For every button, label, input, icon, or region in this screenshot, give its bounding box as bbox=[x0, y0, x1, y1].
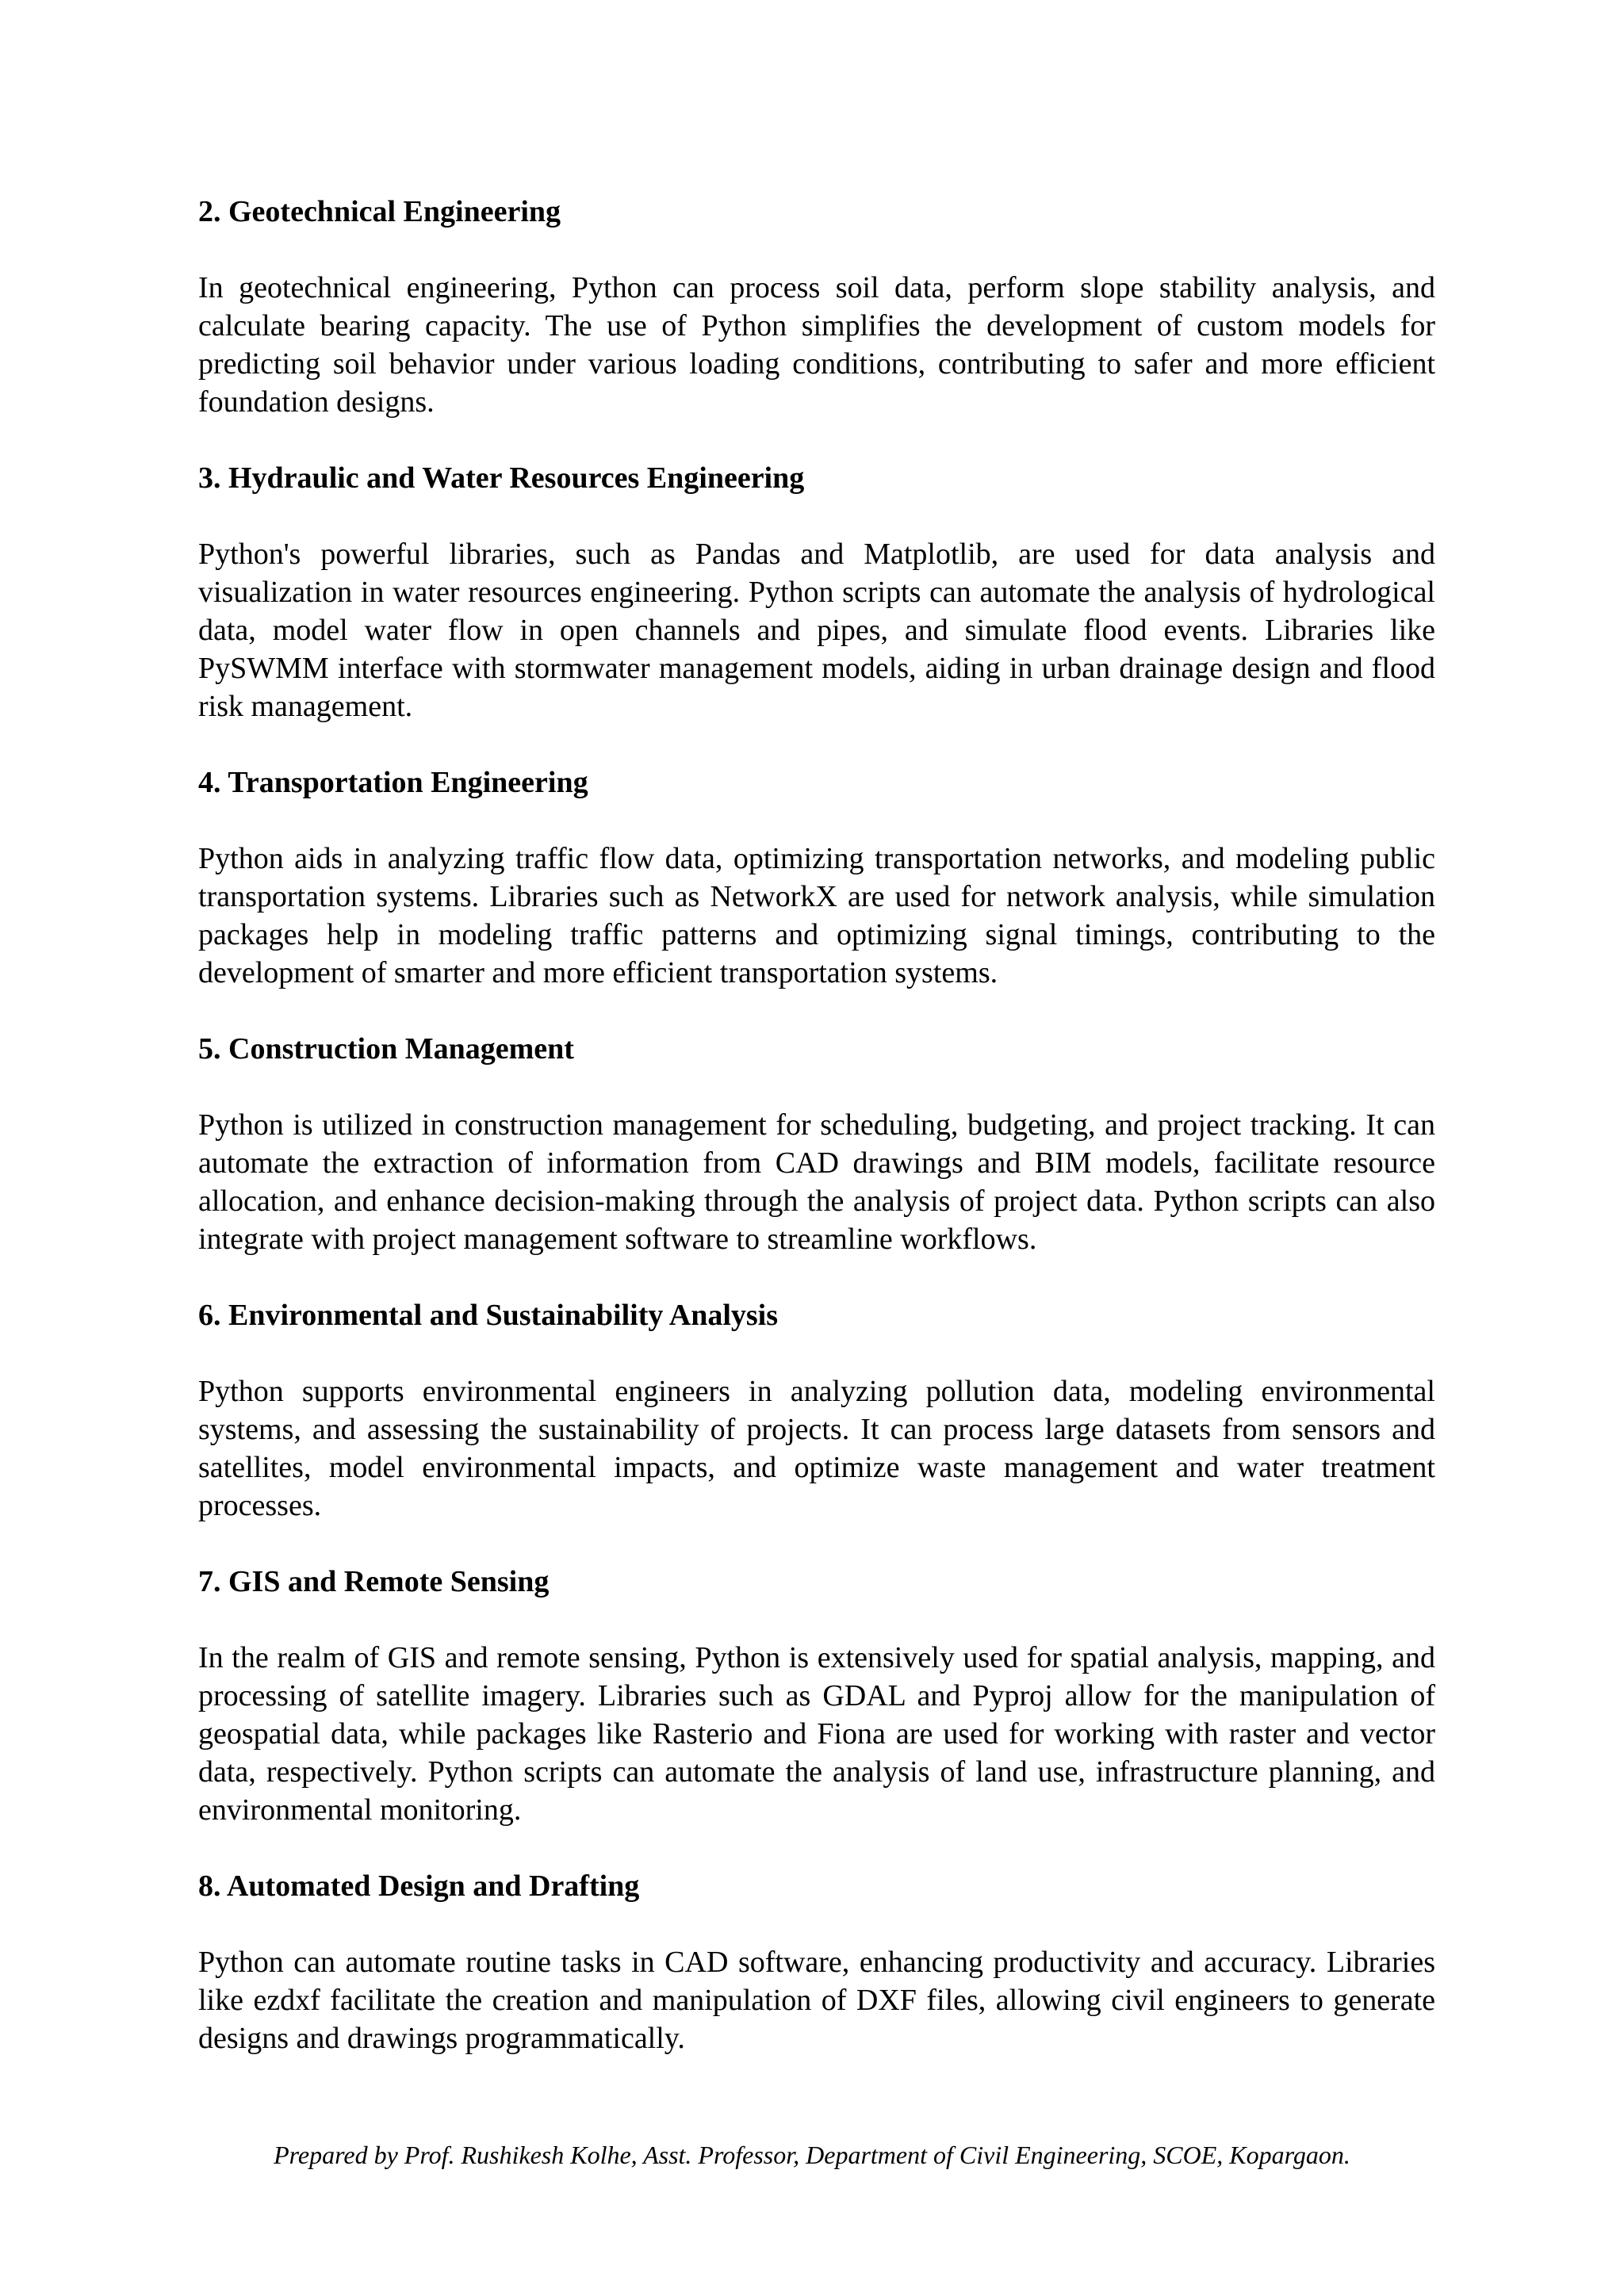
section-heading: 5. Construction Management bbox=[198, 1032, 574, 1066]
section-paragraph: Python is utilized in construction management for scheduling, budgeting, and project tracking. It can automate the extraction of information from CAD drawings and BIM models, facilitate resource allocation, and enhance decision-making through the analysis of project data. Python scripts can also integrate with project management software to streamline workflows. bbox=[198, 1108, 1435, 1256]
section-heading: 4. Transportation Engineering bbox=[198, 766, 588, 799]
section-paragraph: In geotechnical engineering, Python can process soil data, perform slope stability analysis, and calculate bearing capacity. The use of Python simplifies the development of custom models for predicting soil behavior under various loading conditions, contributing to safer and more efficient foundation designs. bbox=[198, 271, 1435, 419]
section-paragraph: Python can automate routine tasks in CAD software, enhancing productivity and accuracy. Libraries like ezdxf facilitate the creation and manipulation of DXF files, allowing civil engineers to generate designs and drawings programmatically. bbox=[198, 1946, 1435, 2055]
section-heading: 3. Hydraulic and Water Resources Engineering bbox=[198, 461, 805, 495]
section-hydraulic-water-resources bbox=[198, 459, 1435, 725]
section-heading: 8. Automated Design and Drafting bbox=[198, 1869, 640, 1903]
section-heading: 7. GIS and Remote Sensing bbox=[198, 1565, 550, 1598]
section-paragraph: In the realm of GIS and remote sensing, Python is extensively used for spatial analysis, mapping, and processing of satellite imagery. Libraries such as GDAL and Pyproj allow for the manipulation of geospatial data, while packages like Rasterio and Fiona are used for working with raster and vector data, respectively. Python scripts can automate the analysis of land use, infrastructure planning, and environmental monitoring. bbox=[198, 1641, 1435, 1827]
section-paragraph: Python supports environmental engineers in analyzing pollution data, modeling environmental systems, and assessing the sustainability of projects. It can process large datasets from sensors and satellites, model environmental impacts, and optimize waste management and water treatment processes. bbox=[198, 1375, 1435, 1522]
section-automated-design-drafting bbox=[198, 1867, 1435, 2057]
section-heading: 2. Geotechnical Engineering bbox=[198, 195, 561, 228]
section-geotechnical-engineering bbox=[198, 193, 1435, 421]
section-gis-remote-sensing bbox=[198, 1563, 1435, 1829]
section-paragraph: Python's powerful libraries, such as Pandas and Matplotlib, are used for data analysis and visualization in water resources engineering. Python scripts can automate the analysis of hydrological data, model water flow in open channels and pipes, and simulate flood events. Libraries like PySWMM interface with stormwater management models, aiding in urban drainage design and flood risk management. bbox=[198, 538, 1435, 723]
section-transportation-engineering bbox=[198, 763, 1435, 992]
page-footer: Prepared by Prof. Rushikesh Kolhe, Asst. Professor, Department of Civil Engineering, SCOE, Kopargaon. bbox=[274, 2141, 1350, 2169]
document-page bbox=[198, 193, 1435, 2095]
section-paragraph: Python aids in analyzing traffic flow data, optimizing transportation networks, and modeling public transportation systems. Libraries such as NetworkX are used for network analysis, while simulation packages help in modeling traffic patterns and optimizing signal timings, contributing to the development of smarter and more efficient transportation systems. bbox=[198, 842, 1435, 989]
section-heading: 6. Environmental and Sustainability Analysis bbox=[198, 1299, 779, 1332]
section-construction-management bbox=[198, 1030, 1435, 1258]
section-environmental-sustainability bbox=[198, 1296, 1435, 1525]
